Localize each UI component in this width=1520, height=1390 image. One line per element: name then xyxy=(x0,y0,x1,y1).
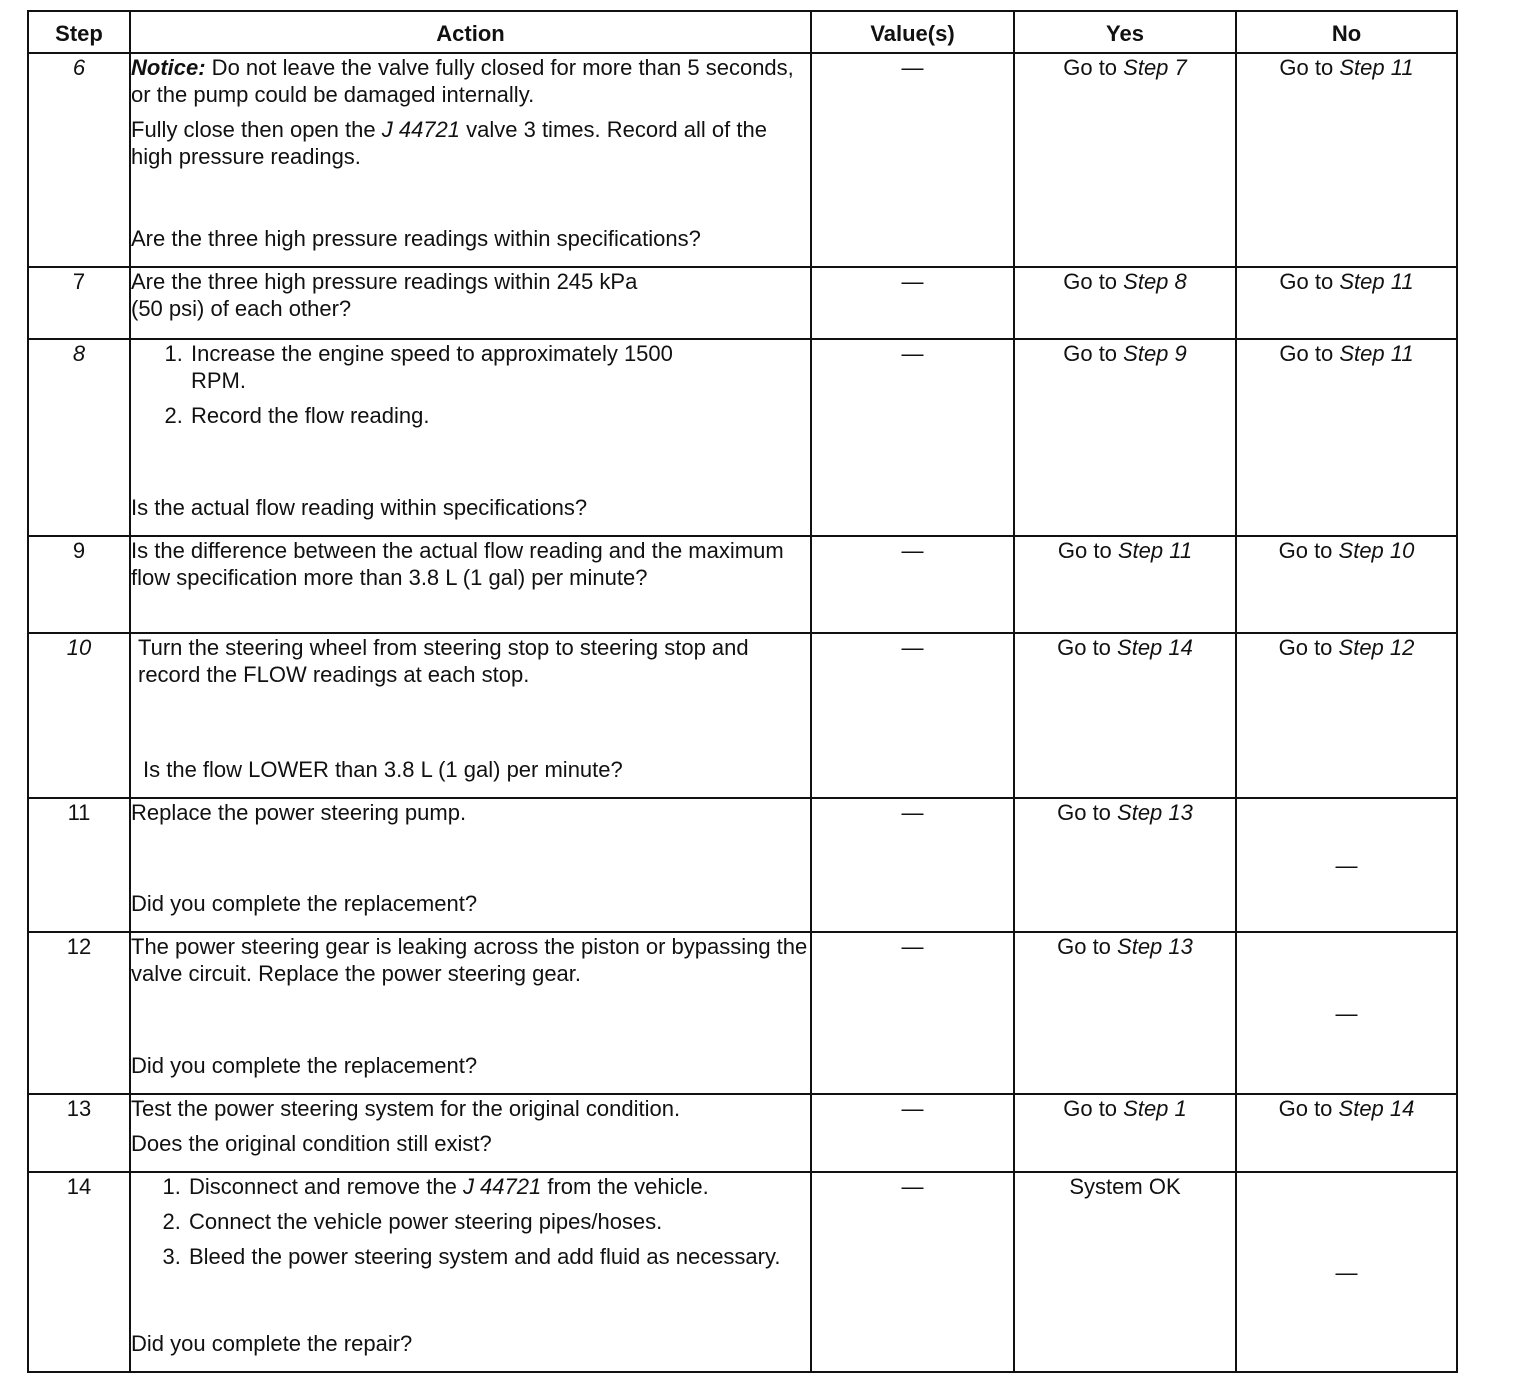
yes-cell: Go to Step 11 xyxy=(1014,536,1236,633)
notice-label: Notice: xyxy=(131,55,206,80)
action-question: Is the flow LOWER than 3.8 L (1 gal) per minute? xyxy=(143,757,623,782)
header-no: No xyxy=(1236,11,1457,53)
step-link[interactable]: Step 11 xyxy=(1339,341,1414,366)
no-cell: — xyxy=(1236,932,1457,1094)
action-list xyxy=(131,1173,810,1278)
action-text: Fully close then open the J 44721 valve 3 times. Record all of the high pressure readings. xyxy=(131,117,767,169)
table-row xyxy=(28,798,1457,932)
step-number: 14 xyxy=(28,1172,130,1372)
value-cell: — xyxy=(811,339,1014,536)
yes-cell: Go to Step 13 xyxy=(1014,932,1236,1094)
table-row xyxy=(28,633,1457,798)
table-row xyxy=(28,1172,1457,1372)
header-values: Value(s) xyxy=(811,11,1014,53)
step-number: 7 xyxy=(28,267,130,339)
value-cell: — xyxy=(811,267,1014,339)
yes-cell[interactable]: System OK xyxy=(1014,1172,1236,1372)
header-yes: Yes xyxy=(1014,11,1236,53)
step-link[interactable]: Step 10 xyxy=(1338,538,1415,563)
header-step: Step xyxy=(28,11,130,53)
table-row xyxy=(28,536,1457,633)
step-number: 10 xyxy=(28,633,130,798)
step-link[interactable]: Step 12 xyxy=(1338,635,1415,660)
step-link[interactable]: Step 8 xyxy=(1123,269,1187,294)
action-text: The power steering gear is leaking across the piston or bypassing the valve circuit. Replace the power steering gear. xyxy=(131,934,808,986)
table-row xyxy=(28,339,1457,536)
action-cell xyxy=(130,932,811,1094)
value-cell: — xyxy=(811,798,1014,932)
action-text: Turn the steering wheel from steering stop to steering stop and record the FLOW readings at each stop. xyxy=(138,635,749,687)
action-cell xyxy=(130,1094,811,1172)
step-number: 8 xyxy=(28,339,130,536)
step-link[interactable]: Step 7 xyxy=(1123,55,1187,80)
action-question: Is the difference between the actual flow reading and the maximum flow specification more than 3.8 L (1 gal) per minute? xyxy=(131,538,784,590)
list-item: 1. Increase the engine speed to approximately 1500 RPM. xyxy=(189,340,710,394)
no-cell: Go to Step 10 xyxy=(1236,536,1457,633)
step-number: 9 xyxy=(28,536,130,633)
step-link[interactable]: Step 1 xyxy=(1123,1096,1187,1121)
no-cell: Go to Step 11 xyxy=(1236,267,1457,339)
action-question: Are the three high pressure readings within specifications? xyxy=(131,226,701,251)
header-row xyxy=(28,11,1457,53)
action-list xyxy=(131,340,810,437)
step-link[interactable]: Step 14 xyxy=(1338,1096,1415,1121)
value-cell: — xyxy=(811,1172,1014,1372)
no-cell: — xyxy=(1236,798,1457,932)
action-question: Does the original condition still exist? xyxy=(131,1131,492,1156)
table-row xyxy=(28,932,1457,1094)
tool-reference: J 44721 xyxy=(381,117,461,142)
step-link[interactable]: Step 11 xyxy=(1117,538,1193,563)
action-question: Are the three high pressure readings within 245 kPa (50 psi) of each other? xyxy=(131,269,638,321)
action-cell xyxy=(130,267,811,339)
list-item: 2. Connect the vehicle power steering pipes/hoses. xyxy=(187,1208,810,1235)
value-cell: — xyxy=(811,932,1014,1094)
step-number: 6 xyxy=(28,53,130,267)
list-item: 3. Bleed the power steering system and add fluid as necessary. xyxy=(187,1243,810,1270)
step-link[interactable]: Step 14 xyxy=(1117,635,1193,660)
action-cell xyxy=(130,1172,811,1372)
action-question: Did you complete the repair? xyxy=(131,1331,413,1356)
step-link[interactable]: Step 13 xyxy=(1117,934,1193,959)
yes-cell: Go to Step 9 xyxy=(1014,339,1236,536)
no-cell: Go to Step 12 xyxy=(1236,633,1457,798)
action-cell xyxy=(130,798,811,932)
step-number: 11 xyxy=(28,798,130,932)
yes-cell: Go to Step 7 xyxy=(1014,53,1236,267)
step-number: 12 xyxy=(28,932,130,1094)
action-cell xyxy=(130,633,811,798)
step-number: 13 xyxy=(28,1094,130,1172)
action-text: Replace the power steering pump. xyxy=(131,800,467,825)
notice-text: Notice: Do not leave the valve fully closed for more than 5 seconds, or the pump could be damaged internally. xyxy=(131,55,794,107)
yes-cell: Go to Step 1 xyxy=(1014,1094,1236,1172)
value-cell: — xyxy=(811,1094,1014,1172)
no-cell: — xyxy=(1236,1172,1457,1372)
action-question: Did you complete the replacement? xyxy=(131,891,478,916)
step-link[interactable]: Step 11 xyxy=(1339,55,1414,80)
table-row xyxy=(28,1094,1457,1172)
value-cell: — xyxy=(811,633,1014,798)
table-row xyxy=(28,53,1457,267)
tool-reference: J 44721 xyxy=(462,1174,542,1199)
step-link[interactable]: Step 11 xyxy=(1339,269,1414,294)
header-action: Action xyxy=(130,11,811,53)
action-question: Did you complete the replacement? xyxy=(131,1053,478,1078)
yes-cell: Go to Step 8 xyxy=(1014,267,1236,339)
action-text: Test the power steering system for the original condition. xyxy=(131,1096,681,1121)
action-question: Is the actual flow reading within specifications? xyxy=(131,495,588,520)
yes-cell: Go to Step 14 xyxy=(1014,633,1236,798)
action-cell xyxy=(130,53,811,267)
no-cell: Go to Step 11 xyxy=(1236,339,1457,536)
step-link[interactable]: Step 13 xyxy=(1117,800,1193,825)
no-cell: Go to Step 11 xyxy=(1236,53,1457,267)
value-cell: — xyxy=(811,536,1014,633)
yes-cell: Go to Step 13 xyxy=(1014,798,1236,932)
table-row xyxy=(28,267,1457,339)
action-cell xyxy=(130,536,811,633)
step-link[interactable]: Step 9 xyxy=(1123,341,1187,366)
diagnostic-table xyxy=(27,10,1458,1373)
no-cell: Go to Step 14 xyxy=(1236,1094,1457,1172)
action-cell xyxy=(130,339,811,536)
list-item: 1. Disconnect and remove the J 44721 from the vehicle. xyxy=(187,1173,810,1200)
list-item: 2. Record the flow reading. xyxy=(189,402,710,429)
value-cell: — xyxy=(811,53,1014,267)
